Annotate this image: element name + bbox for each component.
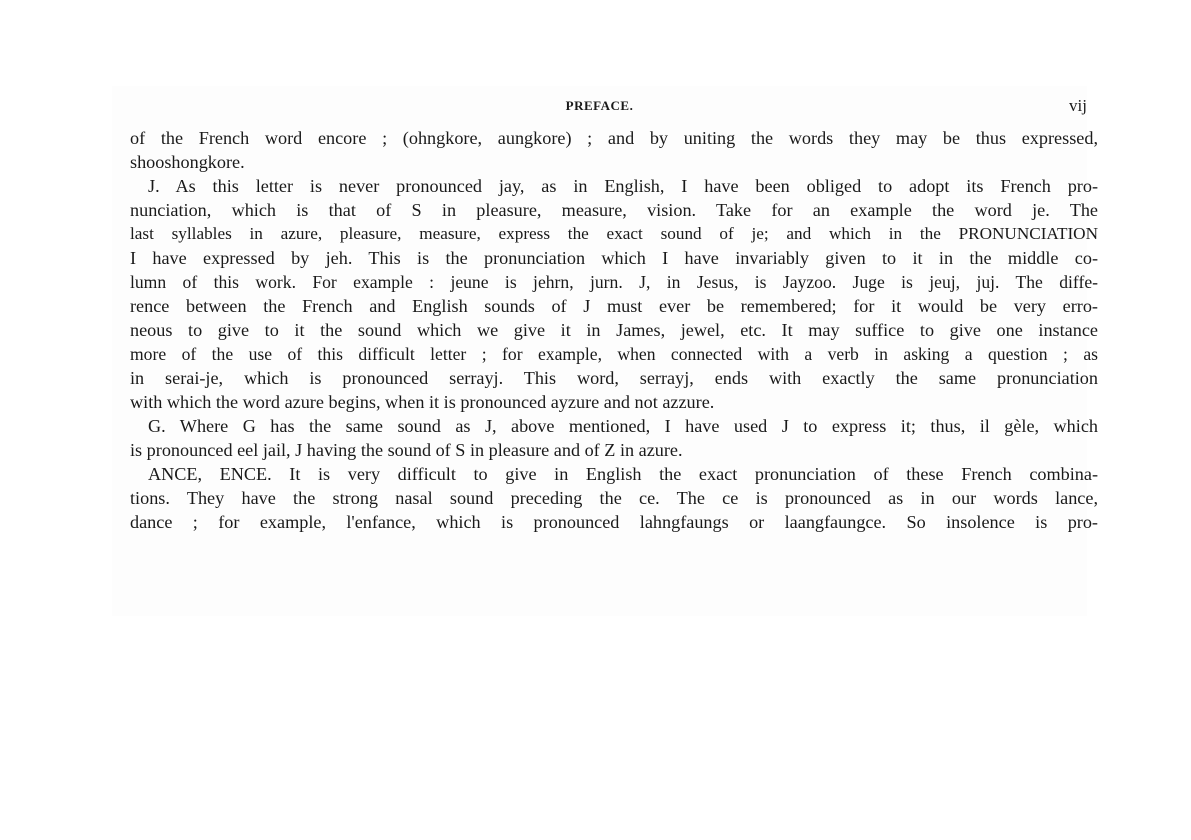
text-line: last syllables in azure, pleasure, measure, express the exact sound of je; and which in the PRONUNCIATION xyxy=(130,224,1098,243)
text-line: more of the use of this difficult letter ; for example, when connected with a verb in asking a question ; as xyxy=(130,344,1098,364)
page-header xyxy=(112,96,1087,120)
text-line: dance ; for example, l'enfance, which is pronounced lahngfaungs or laangfaungce. So insolence is pro- xyxy=(130,512,1098,532)
text-line: nunciation, which is that of S in pleasure, measure, vision. Take for an example the word je. The xyxy=(130,200,1098,220)
text-line: of the French word encore ; (ohngkore, aungkore) ; and by uniting the words they may be thus expressed, xyxy=(130,128,1098,148)
text-line: J. As this letter is never pronounced jay, as in English, I have been obliged to adopt its French pro- xyxy=(148,176,1098,196)
text-line: G. Where G has the same sound as J, above mentioned, I have used J to express it; thus, il gèle, which xyxy=(148,416,1098,436)
text-line: rence between the French and English sounds of J must ever be remembered; for it would be very erro- xyxy=(130,296,1098,316)
running-title: PREFACE. xyxy=(565,98,634,113)
text-line: lumn of this work. For example : jeune is jehrn, jurn. J, in Jesus, is Jayzoo. Juge is jeuj, juj. The diffe- xyxy=(130,272,1098,292)
page-number: vij xyxy=(1069,96,1087,115)
text-line: ANCE, ENCE. It is very difficult to give in English the exact pronunciation of these French combina- xyxy=(148,464,1098,484)
body-text xyxy=(130,126,1098,534)
text-line: in serai-je, which is pronounced serrayj. This word, serrayj, ends with exactly the same pronunciation xyxy=(130,368,1098,388)
scanned-page xyxy=(112,86,1098,616)
text-line: with which the word azure begins, when it is pronounced ayzure and not azzure. xyxy=(130,392,715,412)
text-line: neous to give to it the sound which we give it in James, jewel, etc. It may suffice to give one instance xyxy=(130,320,1098,340)
text-line: shooshongkore. xyxy=(130,152,245,172)
text-line: tions. They have the strong nasal sound preceding the ce. The ce is pronounced as in our words lance, xyxy=(130,488,1098,508)
text-line: I have expressed by jeh. This is the pronunciation which I have invariably given to it in the middle co- xyxy=(130,248,1098,268)
text-line: is pronounced eel jail, J having the sound of S in pleasure and of Z in azure. xyxy=(130,440,683,460)
